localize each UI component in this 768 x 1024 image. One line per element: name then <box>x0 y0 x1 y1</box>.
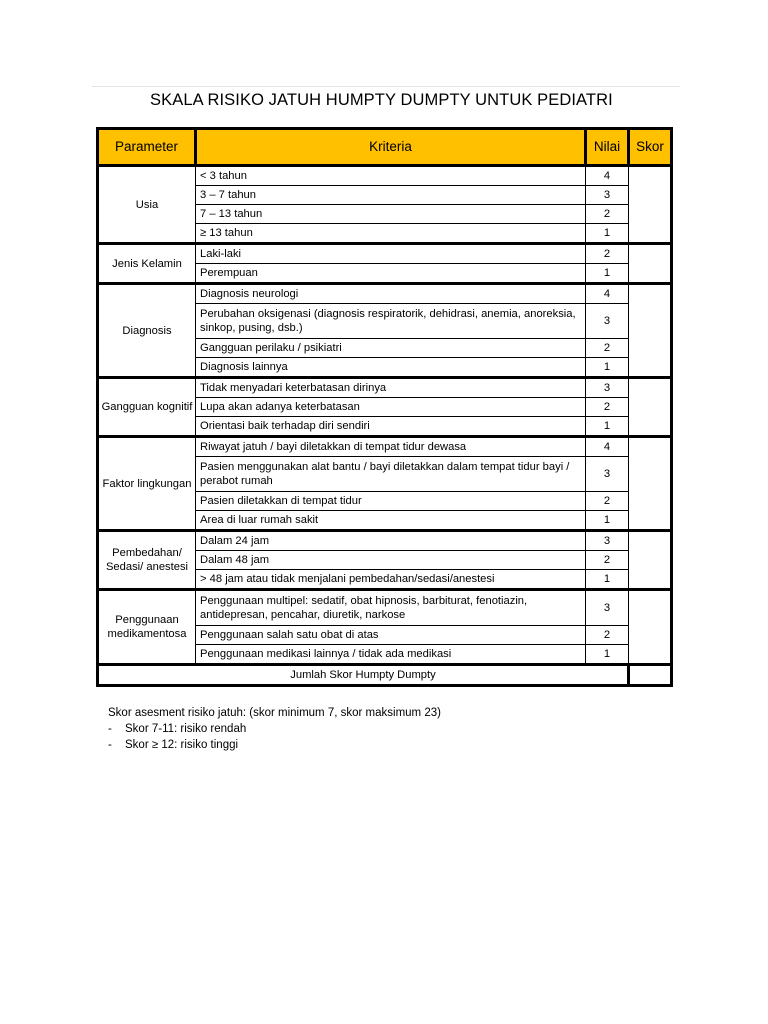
kriteria-cell: Tidak menyadari keterbatasan dirinya <box>196 378 586 398</box>
parameter-group <box>98 437 672 531</box>
skor-cell <box>629 166 672 244</box>
nilai-cell: 1 <box>586 224 629 244</box>
skor-cell <box>629 590 672 665</box>
nilai-cell: 1 <box>586 358 629 378</box>
parameter-cell: Usia <box>98 166 196 244</box>
header-parameter: Parameter <box>98 129 196 166</box>
nilai-cell: 1 <box>586 417 629 437</box>
total-section <box>98 665 672 686</box>
parameter-group <box>98 284 672 378</box>
nilai-cell: 2 <box>586 339 629 358</box>
header-nilai: Nilai <box>586 129 629 166</box>
nilai-cell: 4 <box>586 284 629 304</box>
kriteria-cell: Penggunaan multipel: sedatif, obat hipnosis, barbiturat, fenotiazin, antidepresan, pencahar, diuretik, narkose <box>196 590 586 626</box>
parameter-group <box>98 531 672 590</box>
skor-cell <box>629 531 672 590</box>
kriteria-cell: < 3 tahun <box>196 166 586 186</box>
nilai-cell: 3 <box>586 186 629 205</box>
table-row <box>98 378 672 398</box>
kriteria-cell: Perempuan <box>196 264 586 284</box>
humpty-dumpty-table <box>96 127 673 687</box>
kriteria-cell: Orientasi baik terhadap diri sendiri <box>196 417 586 437</box>
table-row <box>98 590 672 626</box>
kriteria-cell: Dalam 48 jam <box>196 551 586 570</box>
kriteria-cell: Lupa akan adanya keterbatasan <box>196 398 586 417</box>
total-row <box>98 665 672 686</box>
kriteria-cell: Penggunaan medikasi lainnya / tidak ada medikasi <box>196 645 586 665</box>
parameter-cell: Faktor lingkungan <box>98 437 196 531</box>
nilai-cell: 3 <box>586 378 629 398</box>
total-label: Jumlah Skor Humpty Dumpty <box>98 665 629 686</box>
parameter-group <box>98 378 672 437</box>
table-row <box>98 166 672 186</box>
note-text: Skor ≥ 12: risiko tinggi <box>125 739 239 751</box>
nilai-cell: 4 <box>586 437 629 457</box>
document-title: SKALA RISIKO JATUH HUMPTY DUMPTY UNTUK PEDIATRI <box>150 91 613 109</box>
total-skor-cell <box>629 665 672 686</box>
kriteria-cell: ≥ 13 tahun <box>196 224 586 244</box>
note-marker: - <box>108 723 112 735</box>
nilai-cell: 3 <box>586 457 629 492</box>
parameter-cell: Pembedahan/ Sedasi/ anestesi <box>98 531 196 590</box>
notes-intro: Skor asesment risiko jatuh: (skor minimum 7, skor maksimum 23) <box>108 707 441 719</box>
table-row <box>98 244 672 264</box>
parameter-group <box>98 590 672 665</box>
table-row <box>98 531 672 551</box>
kriteria-cell: Laki-laki <box>196 244 586 264</box>
parameter-cell: Diagnosis <box>98 284 196 378</box>
kriteria-cell: Dalam 24 jam <box>196 531 586 551</box>
skor-cell <box>629 244 672 284</box>
note-item-low <box>108 721 441 737</box>
note-text: Skor 7-11: risiko rendah <box>125 723 247 735</box>
kriteria-cell: 7 – 13 tahun <box>196 205 586 224</box>
nilai-cell: 2 <box>586 205 629 224</box>
nilai-cell: 1 <box>586 264 629 284</box>
scoring-notes <box>108 705 441 753</box>
header-skor: Skor <box>629 129 672 166</box>
kriteria-cell: Pasien diletakkan di tempat tidur <box>196 492 586 511</box>
kriteria-cell: Perubahan oksigenasi (diagnosis respiratorik, dehidrasi, anemia, anoreksia, sinkop, pusing, dsb.) <box>196 304 586 339</box>
nilai-cell: 2 <box>586 492 629 511</box>
kriteria-cell: > 48 jam atau tidak menjalani pembedahan/sedasi/anestesi <box>196 570 586 590</box>
nilai-cell: 2 <box>586 398 629 417</box>
note-marker: - <box>108 739 112 751</box>
nilai-cell: 1 <box>586 511 629 531</box>
kriteria-cell: Gangguan perilaku / psikiatri <box>196 339 586 358</box>
parameter-cell: Gangguan kognitif <box>98 378 196 437</box>
nilai-cell: 3 <box>586 590 629 626</box>
kriteria-cell: Diagnosis lainnya <box>196 358 586 378</box>
parameter-cell: Penggunaan medikamentosa <box>98 590 196 665</box>
skor-cell <box>629 284 672 378</box>
nilai-cell: 2 <box>586 626 629 645</box>
parameter-group <box>98 166 672 244</box>
nilai-cell: 4 <box>586 166 629 186</box>
kriteria-cell: 3 – 7 tahun <box>196 186 586 205</box>
skor-cell <box>629 378 672 437</box>
parameter-group <box>98 244 672 284</box>
table-row <box>98 284 672 304</box>
nilai-cell: 2 <box>586 244 629 264</box>
header-kriteria: Kriteria <box>196 129 586 166</box>
kriteria-cell: Area di luar rumah sakit <box>196 511 586 531</box>
parameter-cell: Jenis Kelamin <box>98 244 196 284</box>
nilai-cell: 3 <box>586 531 629 551</box>
kriteria-cell: Riwayat jatuh / bayi diletakkan di tempat tidur dewasa <box>196 437 586 457</box>
kriteria-cell: Diagnosis neurologi <box>196 284 586 304</box>
table-row <box>98 437 672 457</box>
kriteria-cell: Pasien menggunakan alat bantu / bayi diletakkan dalam tempat tidur bayi / perabot rumah <box>196 457 586 492</box>
kriteria-cell: Penggunaan salah satu obat di atas <box>196 626 586 645</box>
skor-cell <box>629 437 672 531</box>
note-item-high <box>108 737 441 753</box>
nilai-cell: 3 <box>586 304 629 339</box>
nilai-cell: 1 <box>586 645 629 665</box>
nilai-cell: 2 <box>586 551 629 570</box>
nilai-cell: 1 <box>586 570 629 590</box>
table-header-row <box>98 129 672 166</box>
